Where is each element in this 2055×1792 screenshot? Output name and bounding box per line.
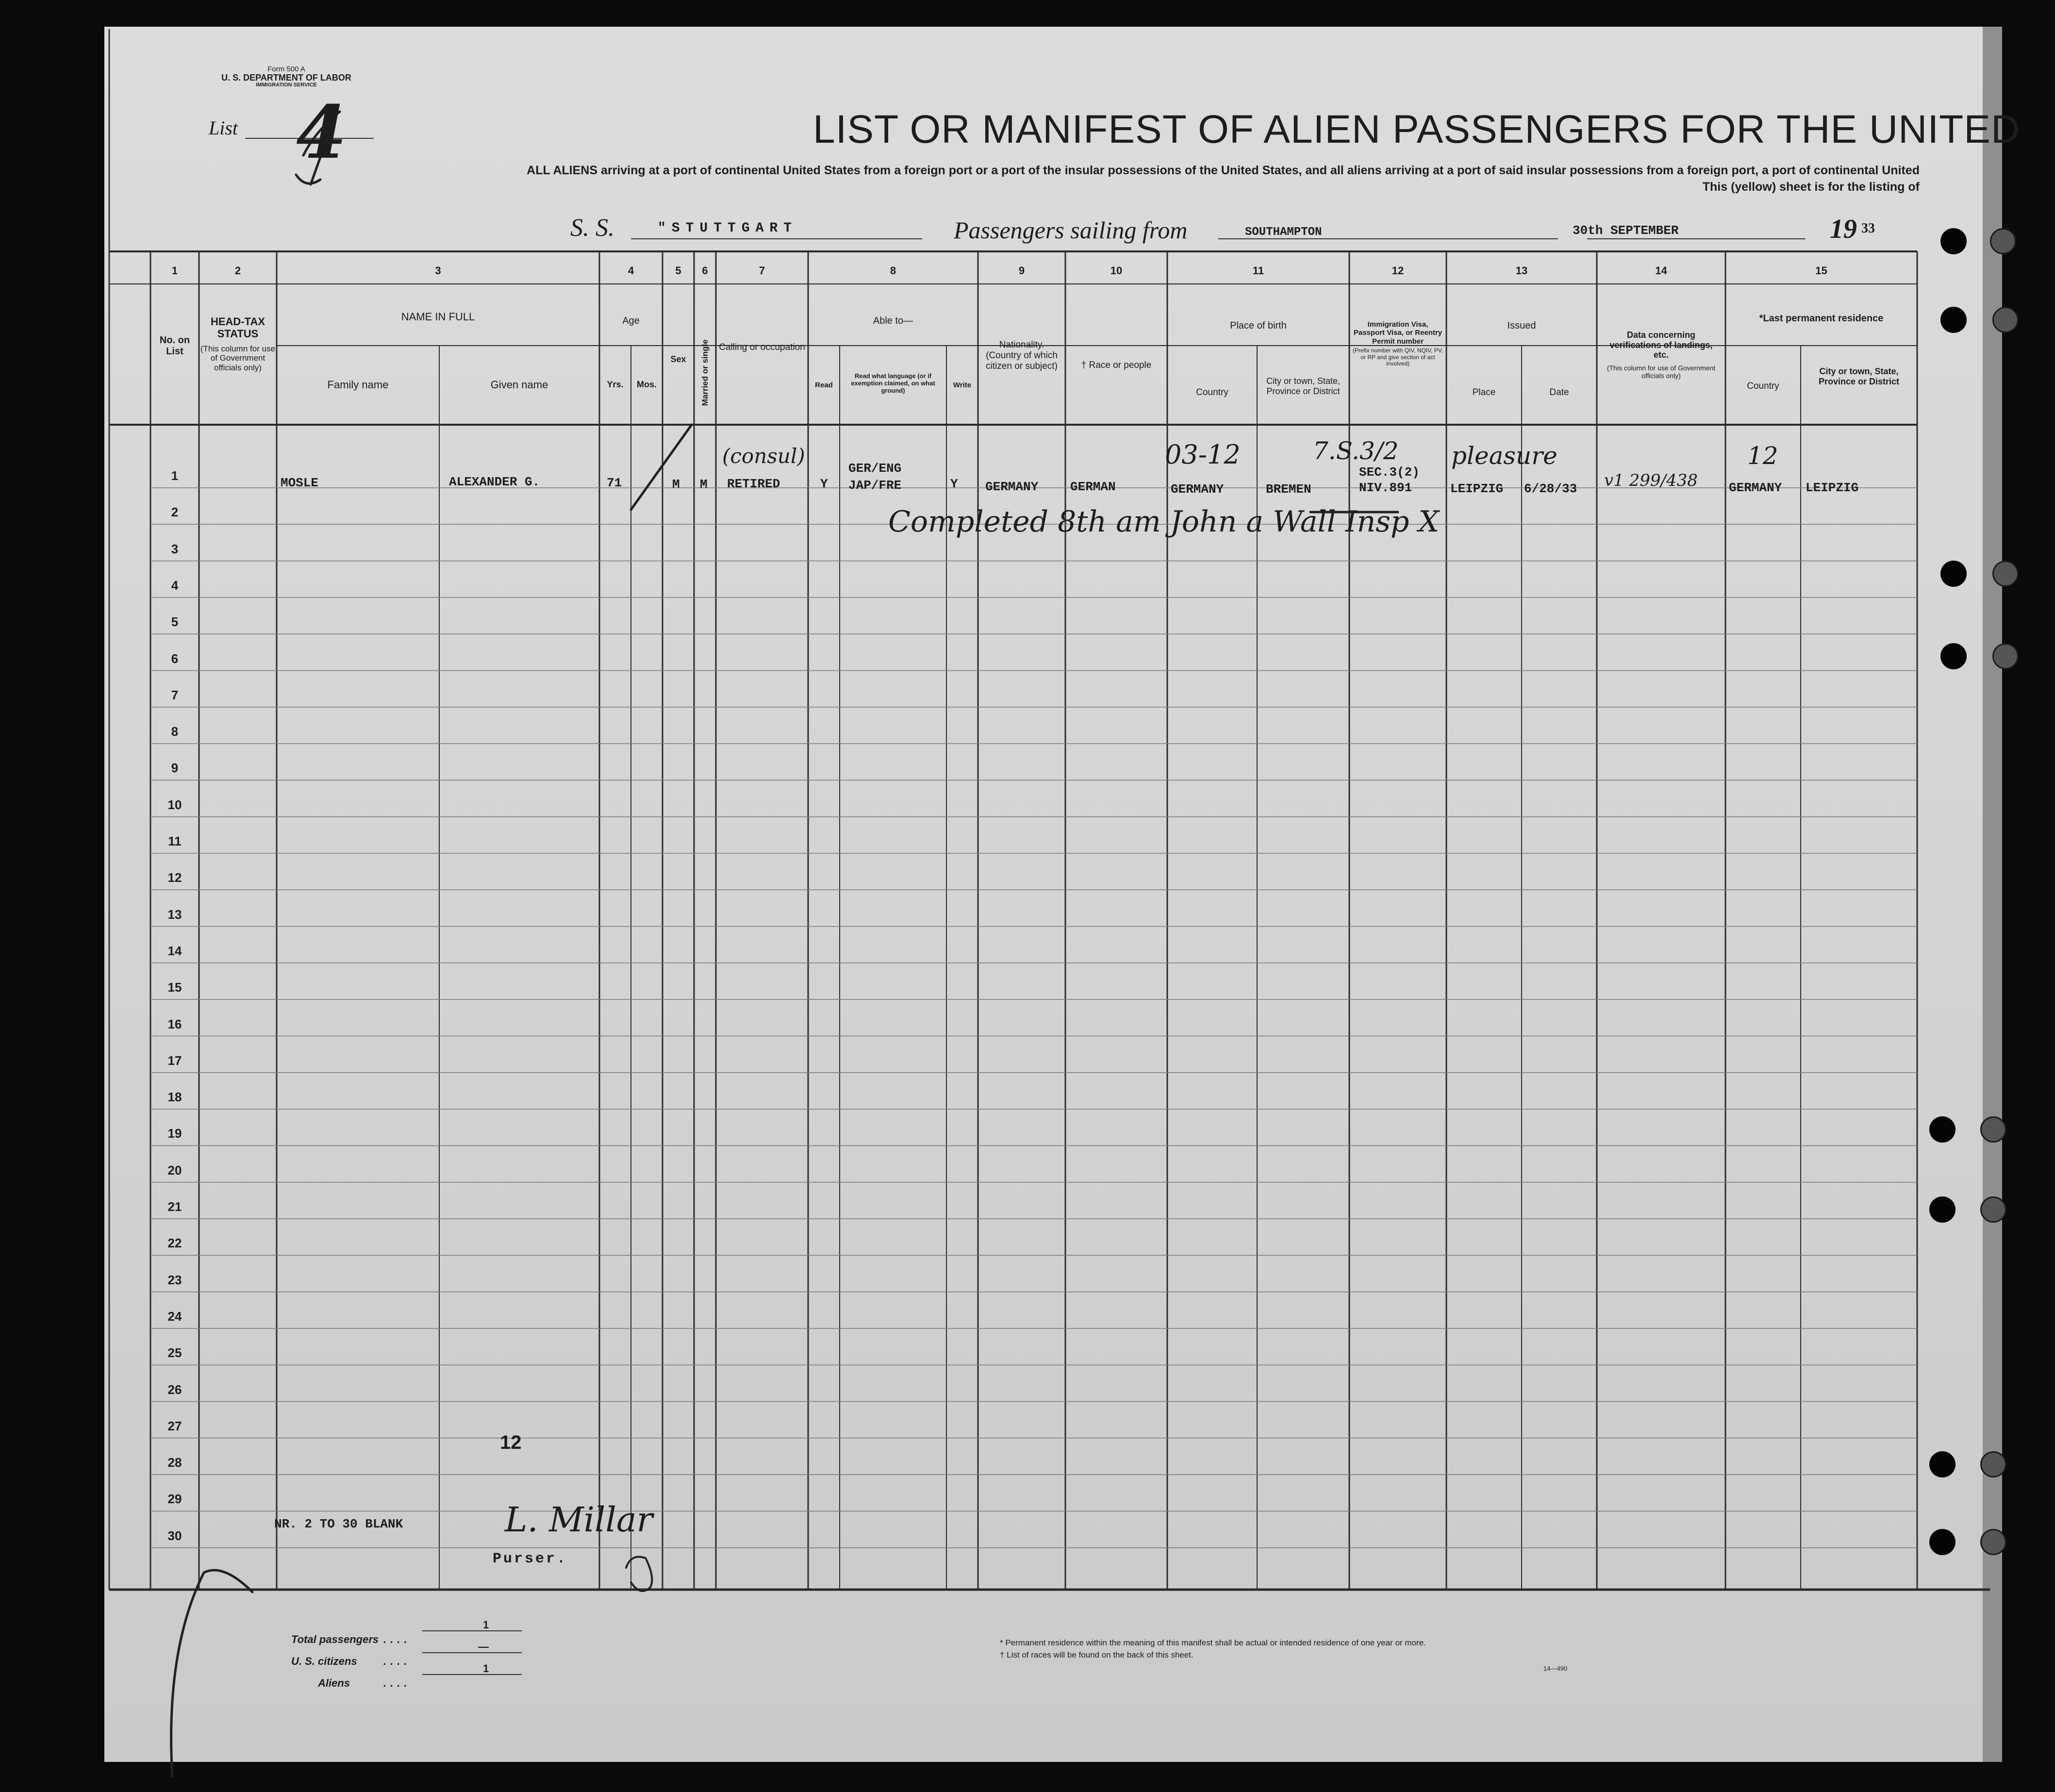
cell-write: Y bbox=[950, 477, 958, 491]
row-number: 24 bbox=[167, 1309, 182, 1324]
header-married: Married or single bbox=[700, 339, 710, 406]
cell-res-city: LEIPZIG bbox=[1806, 481, 1859, 495]
cell-family-name: MOSLE bbox=[281, 476, 319, 490]
col-num: 4 bbox=[628, 265, 634, 277]
header-read: Read bbox=[815, 381, 833, 389]
header-place-of-birth: Place of birth bbox=[1230, 320, 1287, 331]
row-number: 20 bbox=[167, 1162, 182, 1178]
aliens-label: Aliens bbox=[318, 1677, 350, 1689]
row-number: 3 bbox=[171, 541, 179, 556]
col-num: 10 bbox=[1110, 265, 1123, 277]
row-number: 4 bbox=[171, 578, 179, 593]
visa-title: Immigration Visa, Passport Visa, or Reentry Permit number bbox=[1353, 320, 1442, 346]
service: IMMIGRATION SERVICE bbox=[256, 82, 317, 88]
total-passengers-value: 1 bbox=[483, 1619, 489, 1631]
visa-note: (Prefix number with QIV, NQIV, PV, or RP and give section of act involved) bbox=[1352, 347, 1443, 367]
sailing-label: Passengers sailing from bbox=[954, 216, 1188, 244]
row-number: 27 bbox=[167, 1418, 182, 1433]
row-number: 10 bbox=[167, 797, 182, 812]
cell-given-name: ALEXANDER G. bbox=[449, 475, 540, 489]
hand-birth-note: 03-12 bbox=[1165, 439, 1241, 470]
header-read-lang: Read what language (or if exemption claimed, on what ground) bbox=[851, 372, 935, 394]
header-res-city: City or town, State, Province or District bbox=[1818, 366, 1900, 386]
header-no-on-list: No. on List bbox=[159, 335, 190, 357]
hand-pleasure: pleasure bbox=[1451, 442, 1558, 470]
row-number: 25 bbox=[167, 1345, 182, 1361]
footnote-code: 14—490 bbox=[1543, 1665, 1568, 1672]
data-concerning-title: Data concerning verifications of landings, etc. bbox=[1609, 330, 1713, 360]
punch-hole bbox=[1992, 643, 2019, 669]
header-mos: Mos. bbox=[636, 380, 657, 389]
col-num: 15 bbox=[1815, 265, 1827, 277]
cell-verification: v1 299/438 bbox=[1604, 471, 1698, 490]
cell-issued-date: 6/28/33 bbox=[1524, 481, 1577, 496]
punch-hole bbox=[1940, 307, 1967, 333]
row-number: 17 bbox=[167, 1053, 182, 1068]
col-num: 3 bbox=[435, 265, 441, 277]
purser-label: Purser. bbox=[493, 1551, 568, 1567]
punch-hole bbox=[1940, 228, 1967, 254]
row-number: 13 bbox=[167, 907, 182, 922]
punch-hole bbox=[1940, 561, 1967, 587]
col-num: 1 bbox=[171, 265, 178, 277]
subtitle-line-1: ALL ALIENS arriving at a port of continental United States from a foreign port or a port of the insular possessions of the United States, and all aliens arriving at a port of said insular possessions from a foreign port, a port of continental United bbox=[527, 164, 1920, 177]
cell-languages-1: GER/ENG bbox=[848, 461, 902, 476]
punch-hole bbox=[1992, 561, 2019, 587]
punch-hole bbox=[1980, 1451, 2006, 1477]
year-suffix: 33 bbox=[1861, 221, 1875, 236]
aliens-dots: .... bbox=[383, 1677, 411, 1689]
row-number: 28 bbox=[167, 1455, 182, 1470]
row-number: 18 bbox=[167, 1090, 182, 1105]
form-header bbox=[194, 66, 379, 88]
department: U. S. DEPARTMENT OF LABOR bbox=[221, 72, 351, 83]
cell-res-country: GERMANY bbox=[1729, 481, 1782, 495]
cell-occupation-note: (consul) bbox=[722, 444, 805, 468]
header-family-name: Family name bbox=[327, 379, 389, 391]
header-city: City or town, State, Province or District bbox=[1266, 376, 1341, 396]
punch-hole bbox=[1980, 1116, 2006, 1143]
port: SOUTHAMPTON bbox=[1245, 226, 1322, 239]
row-number: 23 bbox=[167, 1272, 182, 1287]
col-num: 5 bbox=[675, 265, 681, 277]
header-race: † Race or people bbox=[1081, 360, 1152, 370]
hand-completed-note: Completed 8th am John a Wall Insp X bbox=[888, 505, 1440, 539]
cell-married: M bbox=[700, 477, 708, 492]
header-visa bbox=[1352, 320, 1444, 367]
purser-signature-mark bbox=[626, 1557, 652, 1592]
subtitle-line-2: This (yellow) sheet is for the listing of bbox=[1702, 180, 1920, 194]
form-number: Form 500 A bbox=[267, 65, 305, 73]
total-dots: .... bbox=[383, 1633, 411, 1645]
purser-signature: L. Millar bbox=[505, 1500, 653, 1540]
col-num: 6 bbox=[702, 265, 708, 277]
footnote-races: † List of races will be found on the back of this sheet. bbox=[1000, 1650, 1193, 1659]
subtitle bbox=[451, 163, 1920, 196]
cell-visa-2: NIV.891 bbox=[1359, 481, 1412, 495]
header-calling: Calling or occupation bbox=[719, 342, 805, 352]
header-last-residence: *Last permanent residence bbox=[1759, 313, 1884, 324]
row-number: 8 bbox=[171, 724, 179, 739]
punch-hole bbox=[1992, 307, 2019, 333]
cell-nationality: GERMANY bbox=[985, 480, 1039, 494]
header-given-name: Given name bbox=[490, 379, 548, 391]
hand-res-note: 12 bbox=[1747, 442, 1778, 470]
col-num: 13 bbox=[1515, 265, 1528, 277]
citizens-dots: .... bbox=[383, 1655, 411, 1667]
row-number: 6 bbox=[171, 651, 179, 666]
header-data-concerning bbox=[1602, 330, 1721, 380]
row-number: 19 bbox=[167, 1126, 182, 1141]
row-number: 16 bbox=[167, 1016, 182, 1031]
header-sex: Sex bbox=[670, 354, 686, 364]
punch-hole bbox=[1980, 1529, 2006, 1555]
row-number: 9 bbox=[171, 761, 179, 776]
row-number: 2 bbox=[171, 505, 179, 520]
hand-visa-note: 7.S.3/2 bbox=[1313, 437, 1399, 465]
row-number: 1 bbox=[171, 468, 179, 483]
header-issued: Issued bbox=[1507, 320, 1536, 331]
header-able-to: Able to— bbox=[873, 315, 913, 326]
head-tax-note: (This column for use of Government officials only) bbox=[200, 344, 275, 372]
cell-visa-1: SEC.3(2) bbox=[1359, 465, 1420, 480]
col-num: 8 bbox=[890, 265, 896, 277]
head-tax-title: HEAD-TAX STATUS bbox=[210, 315, 265, 340]
col-num: 7 bbox=[759, 265, 765, 277]
row-number: 29 bbox=[167, 1492, 182, 1507]
punch-hole bbox=[1940, 643, 1967, 669]
list-label: List bbox=[209, 117, 238, 139]
list-number: 4 bbox=[296, 90, 347, 175]
row-number: 30 bbox=[167, 1528, 182, 1543]
cell-languages-2: JAP/FRE bbox=[848, 478, 902, 493]
punch-hole bbox=[1980, 1196, 2006, 1223]
sailing-date: 30th SEPTEMBER bbox=[1573, 223, 1679, 238]
cell-read: Y bbox=[820, 477, 828, 491]
row-number: 21 bbox=[167, 1199, 182, 1214]
col-num: 9 bbox=[1018, 265, 1025, 277]
col-num: 11 bbox=[1252, 265, 1264, 277]
us-citizens-label: U. S. citizens bbox=[291, 1655, 357, 1667]
row-number: 7 bbox=[171, 687, 179, 702]
cell-age-yrs: 71 bbox=[607, 476, 622, 490]
punch-hole bbox=[1929, 1529, 1956, 1555]
header-date: Date bbox=[1549, 387, 1569, 398]
row-number: 22 bbox=[167, 1236, 182, 1251]
header-res-country: Country bbox=[1747, 381, 1779, 391]
punch-hole bbox=[1929, 1116, 1956, 1143]
col-num: 12 bbox=[1392, 265, 1404, 277]
footnote-residence: * Permanent residence within the meaning of this manifest shall be actual or intended residence of one year or more. bbox=[1000, 1638, 1426, 1647]
row-number: 5 bbox=[171, 614, 179, 630]
row-number: 15 bbox=[167, 980, 182, 995]
data-concerning-note: (This column for use of Government officials only) bbox=[1607, 364, 1716, 380]
cell-birth-country: GERMANY bbox=[1171, 482, 1224, 497]
punch-hole bbox=[1929, 1451, 1956, 1477]
col-num: 2 bbox=[234, 265, 241, 277]
page-title: LIST OR MANIFEST OF ALIEN PASSENGERS FOR THE UNITED bbox=[813, 107, 2021, 151]
header-age: Age bbox=[622, 315, 640, 326]
row-number: 14 bbox=[167, 943, 182, 958]
row-number: 11 bbox=[168, 834, 182, 848]
ship-name: "STUTTGART bbox=[658, 221, 798, 236]
punch-hole bbox=[1929, 1196, 1956, 1223]
cell-race: GERMAN bbox=[1070, 480, 1116, 494]
header-place: Place bbox=[1472, 387, 1496, 398]
cell-sex: M bbox=[672, 477, 680, 492]
cell-birth-city: BREMEN bbox=[1266, 482, 1311, 497]
cell-occupation: RETIRED bbox=[727, 477, 780, 491]
year-prefix: 19 bbox=[1830, 214, 1857, 244]
col-num: 14 bbox=[1655, 265, 1667, 277]
row-number: 12 bbox=[167, 870, 182, 885]
header-country: Country bbox=[1196, 387, 1228, 398]
punch-hole bbox=[1990, 228, 2016, 254]
header-name-in-full: NAME IN FULL bbox=[401, 311, 475, 323]
total-passengers-label: Total passengers bbox=[291, 1633, 379, 1645]
header-yrs: Yrs. bbox=[607, 380, 624, 389]
row-number: 26 bbox=[167, 1382, 182, 1397]
header-write: Write bbox=[953, 381, 972, 389]
cell-issued-place: LEIPZIG bbox=[1450, 481, 1504, 496]
header-nationality: Nationality. (Country of which citizen or subject) bbox=[986, 340, 1058, 371]
stamp-number: 12 bbox=[500, 1432, 522, 1453]
blank-note: NR. 2 TO 30 BLANK bbox=[274, 1517, 403, 1531]
us-citizens-value: — bbox=[478, 1641, 489, 1653]
ss-label: S. S. bbox=[570, 214, 614, 242]
header-head-tax bbox=[200, 315, 276, 372]
aliens-value: 1 bbox=[483, 1662, 489, 1675]
